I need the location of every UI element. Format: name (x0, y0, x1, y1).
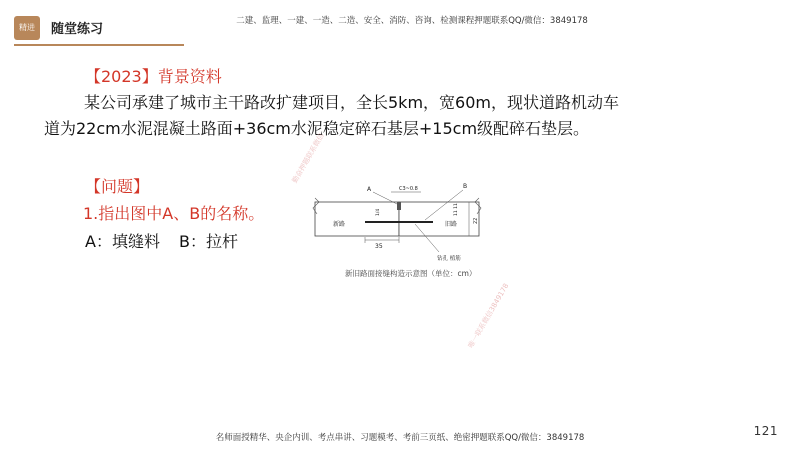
answer-a: A：填缝料 (85, 232, 160, 251)
label-22: 22 (473, 217, 479, 224)
old-road-slab (399, 202, 479, 236)
sealant-mark (397, 202, 401, 210)
label-side: 1/4 (376, 208, 381, 216)
label-35: 35 (375, 243, 383, 250)
question-text: 1.指出图中A、B的名称。 (83, 204, 265, 223)
answer-b: B：拉杆 (179, 232, 239, 251)
watermark-1: 勤奋押题联系微信 (290, 132, 326, 185)
label-a: A (367, 186, 372, 193)
answer-line (85, 229, 252, 252)
page-number: 121 (753, 424, 778, 438)
question-heading: 【问题】 (85, 177, 150, 196)
label-new-road: 新路 (333, 221, 346, 228)
top-contact-banner: 二建、监理、一建、一造、二造、安全、消防、咨询、检测课程押题联系QQ/微信：3849178 (236, 16, 588, 26)
new-road-slab (315, 202, 399, 236)
watermark-2: 唯一联系微信3849178 (466, 282, 511, 350)
diagram-caption: 新旧路面接缝构造示意图（单位：cm） (345, 269, 477, 278)
bottom-contact-banner: 名师面授精华、央企内训、考点串讲、习题模考、考前三页纸、绝密押题联系QQ/微信：3849178 (215, 433, 585, 443)
joint-diagram (305, 180, 485, 280)
header-divider (14, 44, 184, 46)
background-text (44, 90, 644, 142)
section-title: 随堂练习 (51, 22, 104, 37)
brand-logo: 精进 (14, 16, 40, 40)
label-dims: 11 11 (454, 203, 459, 216)
label-old-road: 旧路 (445, 221, 458, 228)
background-line-1: 某公司承建了城市主干路改扩建项目，全长5km，宽60m，现状道路机动车 (84, 93, 619, 112)
background-line-2: 道为22cm水泥混凝土路面+36cm水泥稳定碎石基层+15cm级配碎石垫层。 (44, 119, 590, 138)
label-drill: 钻孔 植筋 (437, 256, 461, 262)
background-heading: 【2023】背景资料 (85, 67, 222, 86)
label-b: B (463, 183, 468, 190)
label-c: C3~0.8 (399, 186, 418, 192)
